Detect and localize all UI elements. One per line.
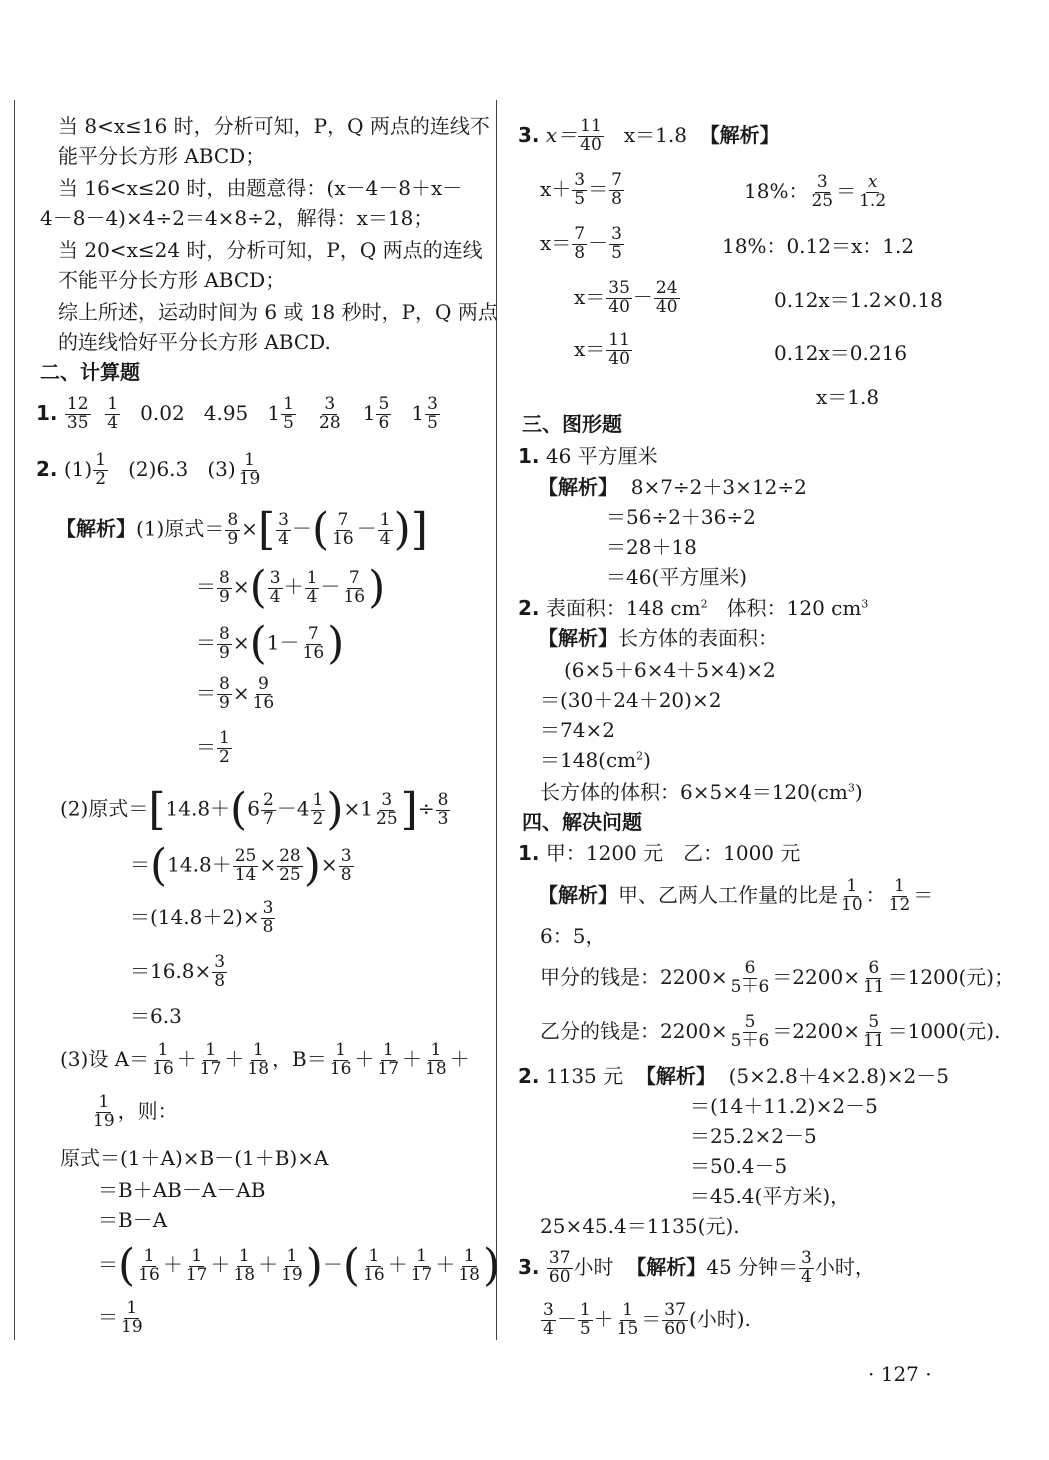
answer-q1: 1. $\frac{12}{35}$ $\frac{1}{4}$ 0.02 4.95 1 $\frac{1}{5}$ $\frac{3}{28}$ 1 $\frac{5}{6}$ 1 $\frac{3}{5}$ [36, 394, 438, 433]
fraction: $\frac{12}{35}$ [66, 394, 89, 433]
solution-line: $=148(cm^2)$ [540, 748, 651, 772]
solution-line: ＝ $\frac{8}{9}$ ×(1－ $\frac{7}{16}$ ) [196, 618, 345, 669]
solution-line: 原式＝(1＋A)×B－(1＋B)×A [60, 1146, 329, 1170]
answer-g2: 2. 表面积：148 $cm^2$ 体积：120 $cm^3$ [518, 596, 869, 620]
fraction: $\frac{1}{2}$ [95, 450, 107, 489]
solution-line: ＝6.3 [130, 1004, 182, 1028]
answer-j3: 3. $\frac{37}{60}$ 小时 【解析】45 分钟＝ $\frac{3}{4}$ 小时， [518, 1248, 875, 1287]
solution-line: ＝(14.8＋ $\frac{25}{14}$ × $\frac{28}{25}$ )× $\frac{3}{8}$ [130, 840, 352, 891]
left-margin-line [14, 100, 15, 1340]
solution-line: ＝ $\frac{8}{9}$ × $\frac{9}{16}$ [196, 674, 275, 713]
solution-line: ＝46(平方厘米) [606, 565, 748, 589]
q-number: 2. [36, 456, 58, 481]
solution-line: (6×5＋6×4＋5×4)×2 [564, 658, 776, 682]
analysis-label: 【解析】 [56, 516, 136, 541]
answer-r3: 3. x＝ $\frac{11}{40}$ x＝1.8 【解析】 [518, 116, 780, 155]
solution-line: ＝25.2×2－5 [690, 1124, 817, 1148]
solution-line: 0.12x＝1.2×0.18 [774, 288, 943, 312]
fraction: $\frac{3}{28}$ [319, 394, 341, 433]
solution-line: 18%： $\frac{3}{25}$ ＝ $\frac{x}{1.2}$ [744, 172, 887, 211]
text-line: 不能平分长方形 ABCD； [58, 268, 286, 292]
solution-line: $\frac{1}{19}$ ，则： [93, 1092, 178, 1131]
text-line: 能平分长方形 ABCD； [58, 144, 266, 168]
section-heading: 三、图形题 [522, 412, 622, 436]
column-divider [496, 100, 497, 1340]
solution-line: ＝B＋AB－A－AB [98, 1178, 266, 1202]
fraction: $\frac{1}{5}$ [283, 394, 294, 433]
page-number: · 127 · [868, 1362, 932, 1386]
text-line: 当 8<x≤16 时，分析可知，P，Q 两点的连线不 [58, 114, 490, 138]
q-number: 1. [36, 400, 58, 425]
solution-line: ＝74×2 [540, 718, 615, 742]
solution-line: ＝56÷2＋36÷2 [606, 505, 756, 529]
solution-line: 6：5， [540, 924, 606, 948]
solution-line: ＝B－A [98, 1208, 168, 1232]
text-line: 的连线恰好平分长方形 ABCD. [58, 330, 331, 354]
solution-line: ＝28＋18 [606, 535, 697, 559]
solution-line: ＝( $\frac{1}{16}$ ＋ $\frac{1}{17}$ ＋ $\frac{1}{18}$ ＋ $\frac{1}{19}$ )－( $\frac{1}{16}$ ＋ $\frac{1}{17}$ ＋ $\frac{1}{18}$ ) [98, 1240, 501, 1291]
fraction: $\frac{5}{6}$ [378, 394, 390, 433]
solution-line: x＝ $\frac{7}{8}$ － $\frac{3}{5}$ [540, 224, 622, 263]
solution-line: 18%：0.12＝x：1.2 [722, 234, 915, 258]
text-line: 当 20<x≤24 时，分析可知，P，Q 两点的连线 [58, 238, 483, 262]
text-line: 4－8－4)×4÷2＝4×8÷2，解得：x＝18； [40, 206, 434, 230]
solution-line: (2)原式＝[14.8＋(6 $\frac{2}{7}$ －4 $\frac{1}{2}$ )×1 $\frac{3}{25}$ ]÷ $\frac{8}{3}$ [60, 784, 449, 835]
answer-q2: 2. (1) $\frac{1}{2}$ (2)6.3 (3) $\frac{1}{19}$ [36, 450, 261, 489]
solution-line: x＝ $\frac{35}{40}$ － $\frac{24}{40}$ [574, 278, 678, 317]
answer-j2: 2. 1135 元 【解析】 (5×2.8＋4×2.8)×2－5 [518, 1064, 949, 1088]
solution-line: ＝45.4(平方米)， [690, 1184, 851, 1208]
solution-line: ＝ $\frac{1}{19}$ [98, 1298, 143, 1337]
solution-line: x＝1.8 [816, 385, 880, 409]
text-line: 综上所述，运动时间为 6 或 18 秒时，P，Q 两点 [58, 300, 498, 324]
solution-line: x＝ $\frac{11}{40}$ [574, 330, 630, 369]
solution-line: 长方体的体积：$6\times 5\times 4=120(cm^3)$ [540, 780, 863, 804]
fraction: $\frac{3}{5}$ [427, 394, 438, 433]
section-heading: 四、解决问题 [522, 810, 642, 834]
section-heading: 二、计算题 [40, 360, 140, 384]
solution-line: 【解析】长方体的表面积： [538, 626, 778, 650]
solution-line: ＝(14.8＋2)× $\frac{3}{8}$ [130, 898, 274, 937]
solution-line: x＋ $\frac{3}{5}$ ＝ $\frac{7}{8}$ [540, 170, 622, 209]
fraction: $\frac{1}{19}$ [238, 450, 261, 489]
solution-line: 【解析】 8×7÷2＋3×12÷2 [538, 475, 807, 499]
solution-line: 【解析】甲、乙两人工作量的比是 $\frac{1}{10}$ ： $\frac{1}{12}$ ＝ [538, 876, 934, 915]
solution-line: ＝(14＋11.2)×2－5 [690, 1094, 878, 1118]
solution-line: (3)设 A＝ $\frac{1}{16}$ ＋ $\frac{1}{17}$ ＋ $\frac{1}{18}$ ，B＝ $\frac{1}{16}$ ＋ $\frac{1}{17}$ ＋ $\frac{1}{18}$ ＋ [60, 1040, 470, 1079]
solution-line: ＝16.8× $\frac{3}{8}$ [130, 952, 226, 991]
solution-line: 25×45.4＝1135(元). [540, 1214, 740, 1238]
fraction: $\frac{1}{4}$ [107, 394, 119, 433]
answer-g1: 1. 46 平方厘米 [518, 444, 658, 468]
answer-j1: 1. 甲：1200 元 乙：1000 元 [518, 841, 801, 865]
solution-line: ＝ $\frac{8}{9}$ ×( $\frac{3}{4}$ ＋ $\frac{1}{4}$ － $\frac{7}{16}$ ) [196, 562, 386, 613]
solution-line: ＝ $\frac{1}{2}$ [196, 728, 230, 767]
solution-line: 甲分的钱是：2200× $\frac{6}{5+6}$ ＝2200× $\frac{6}{11}$ ＝1200(元)； [540, 958, 1015, 997]
solution-line: $\frac{3}{4}$ － $\frac{1}{5}$ ＋ $\frac{1}{15}$ ＝ $\frac{37}{60}$ (小时). [543, 1300, 751, 1339]
solution-line: ＝50.4－5 [690, 1154, 788, 1178]
solution-line: 乙分的钱是：2200× $\frac{5}{5+6}$ ＝2200× $\frac{5}{11}$ ＝1000(元). [540, 1012, 1001, 1051]
text-line: 当 16<x≤20 时，由题意得：(x－4－8＋x－ [58, 176, 463, 200]
solution-line: 【解析】(1)原式＝ $\frac{8}{9}$ ×[ $\frac{3}{4}$ －( $\frac{7}{16}$ － $\frac{1}{4}$ )] [56, 504, 428, 555]
solution-line: ＝(30＋24＋20)×2 [540, 688, 722, 712]
solution-line: 0.12x＝0.216 [774, 341, 908, 365]
